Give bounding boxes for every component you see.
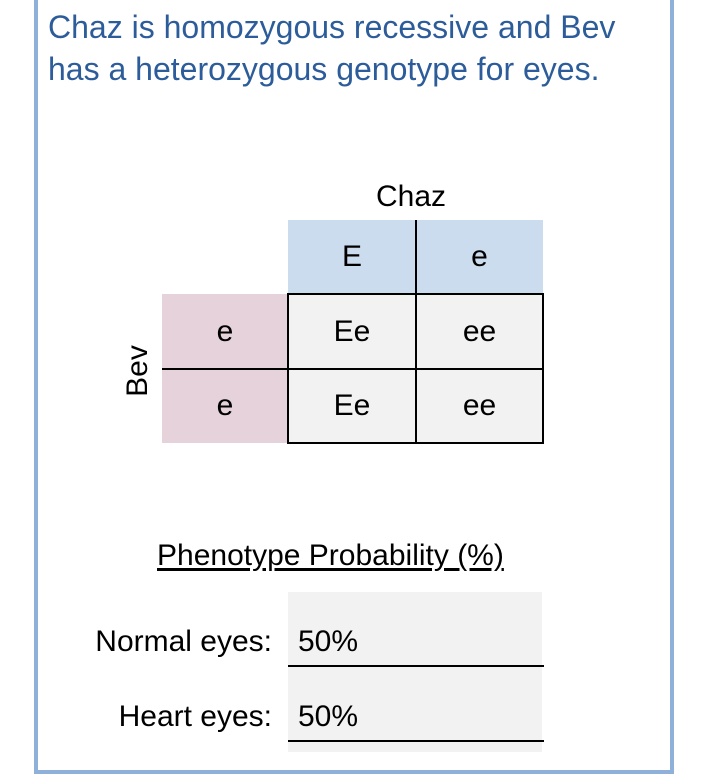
normal-eyes-answer-line — [288, 665, 544, 667]
offspring-cell-1-1: Ee — [288, 294, 416, 369]
normal-eyes-label: Normal eyes: — [95, 625, 272, 658]
side-parent-label: Bev — [121, 345, 154, 397]
top-allele-2: e — [416, 220, 543, 294]
offspring-cell-2-1: Ee — [288, 369, 416, 443]
phenotype-probability-title: Phenotype Probability (%) — [157, 539, 504, 572]
top-parent-label: Chaz — [376, 180, 447, 213]
heart-eyes-label: Heart eyes: — [118, 700, 272, 733]
grid-line-horizontal-bottom — [287, 442, 544, 444]
side-allele-2: e — [162, 369, 288, 443]
top-allele-1: E — [288, 220, 416, 294]
problem-statement: Chaz is homozygous recessive and Bev has a heterozygous genotype for eyes. — [48, 9, 616, 87]
grid-line-vertical-center — [415, 220, 417, 444]
offspring-cell-2-2: ee — [416, 369, 543, 443]
heart-eyes-value[interactable]: 50% — [298, 700, 359, 733]
side-allele-1: e — [162, 294, 288, 369]
offspring-cell-1-2: ee — [416, 294, 543, 369]
grid-line-horizontal-middle — [162, 368, 544, 370]
heart-eyes-answer-line — [288, 740, 544, 742]
normal-eyes-value[interactable]: 50% — [298, 625, 359, 658]
grid-line-horizontal-top — [287, 293, 544, 295]
